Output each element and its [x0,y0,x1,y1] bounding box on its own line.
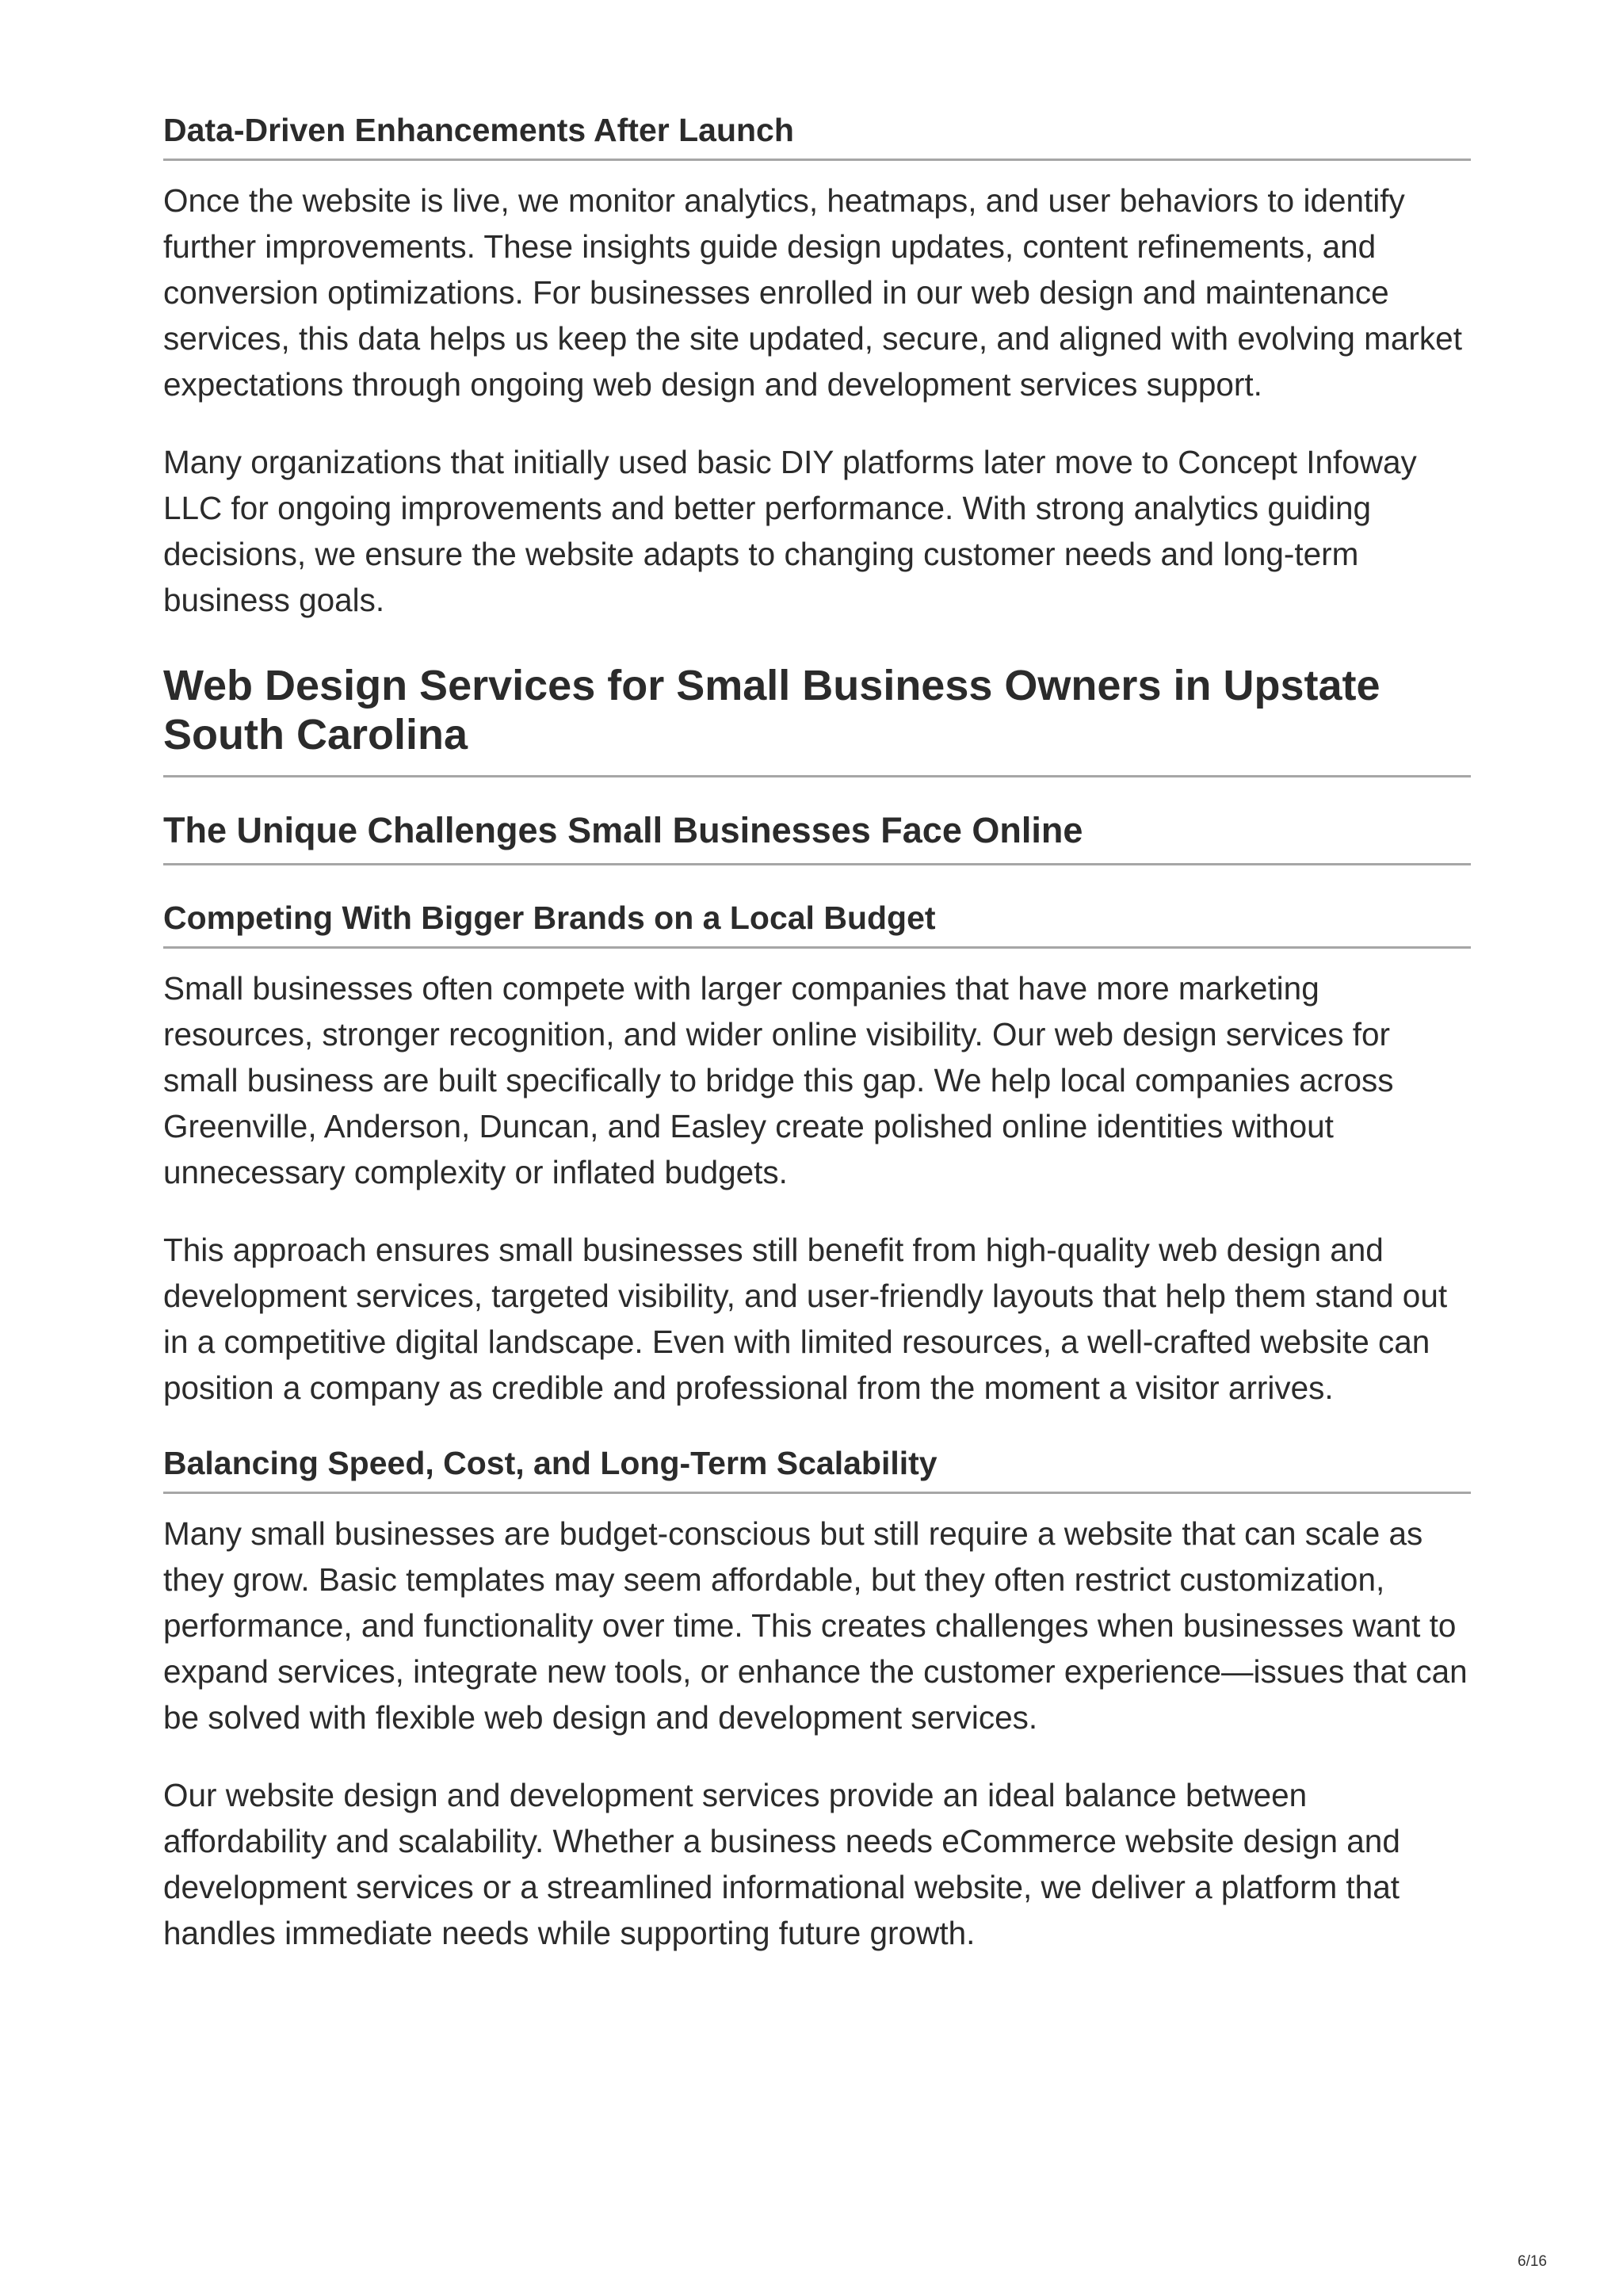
paragraph-budget-conscious: Many small businesses are budget-conscious but still require a website that can scale as they grow. Basic templates may seem affordable, but they often restrict customization, performance, and functionality over time. This creates challenges when businesses want to expand services, integrate new tools, or enhance the customer experience—issues that can be solved with flexible web design and development services. [163,1515,1468,1736]
paragraph-small-businesses-compete: Small businesses often compete with larger companies that have more marketing resources, stronger recognition, and wider online visibility. Our web design services for small business are built specifically to bridge this gap. We help local companies across Greenville, Anderson, Duncan, and Easley create polished online identities without unnecessary complexity or inflated budgets. [163,970,1394,1190]
subheading-competing-bigger-brands: Competing With Bigger Brands on a Local Budget [163,899,1471,949]
subheading-balancing-speed-cost: Balancing Speed, Cost, and Long-Term Scalability [163,1444,1471,1494]
paragraph-diy-platforms: Many organizations that initially used basic DIY platforms later move to Concept Infoway LLC for ongoing improvements and better performance. With strong analytics guiding decisions, we ensure the website adapts to changing customer needs and long-term business goals. [163,444,1417,618]
document-page [163,111,1471,1956]
paragraph-ideal-balance: Our website design and development services provide an ideal balance between affordability and scalability. Whether a business needs eCommerce website design and development services or a streamlined informational website, we deliver a platform that handles immediate needs while supporting future growth. [163,1777,1400,1951]
paragraph-approach-ensures: This approach ensures small businesses still benefit from high-quality web design and development services, targeted visibility, and user-friendly layouts that help them stand out in a competitive digital landscape. Even with limited resources, a well-crafted website can position a company as credible and professional from the moment a visitor arrives. [163,1232,1448,1406]
section-heading-small-business-web-design: Web Design Services for Small Business Owners in Upstate South Carolina [163,661,1471,777]
topic-heading-unique-challenges: The Unique Challenges Small Businesses Face Online [163,809,1471,865]
subheading-data-driven-enhancements: Data-Driven Enhancements After Launch [163,111,1471,161]
paragraph-monitor-analytics: Once the website is live, we monitor analytics, heatmaps, and user behaviors to identify further improvements. These insights guide design updates, content refinements, and conversion optimizations. For businesses enrolled in our web design and maintenance services, this data helps us keep the site updated, secure, and aligned with evolving market expectations through ongoing web design and development services support. [163,182,1462,403]
page-number: 6/16 [1518,2253,1547,2270]
